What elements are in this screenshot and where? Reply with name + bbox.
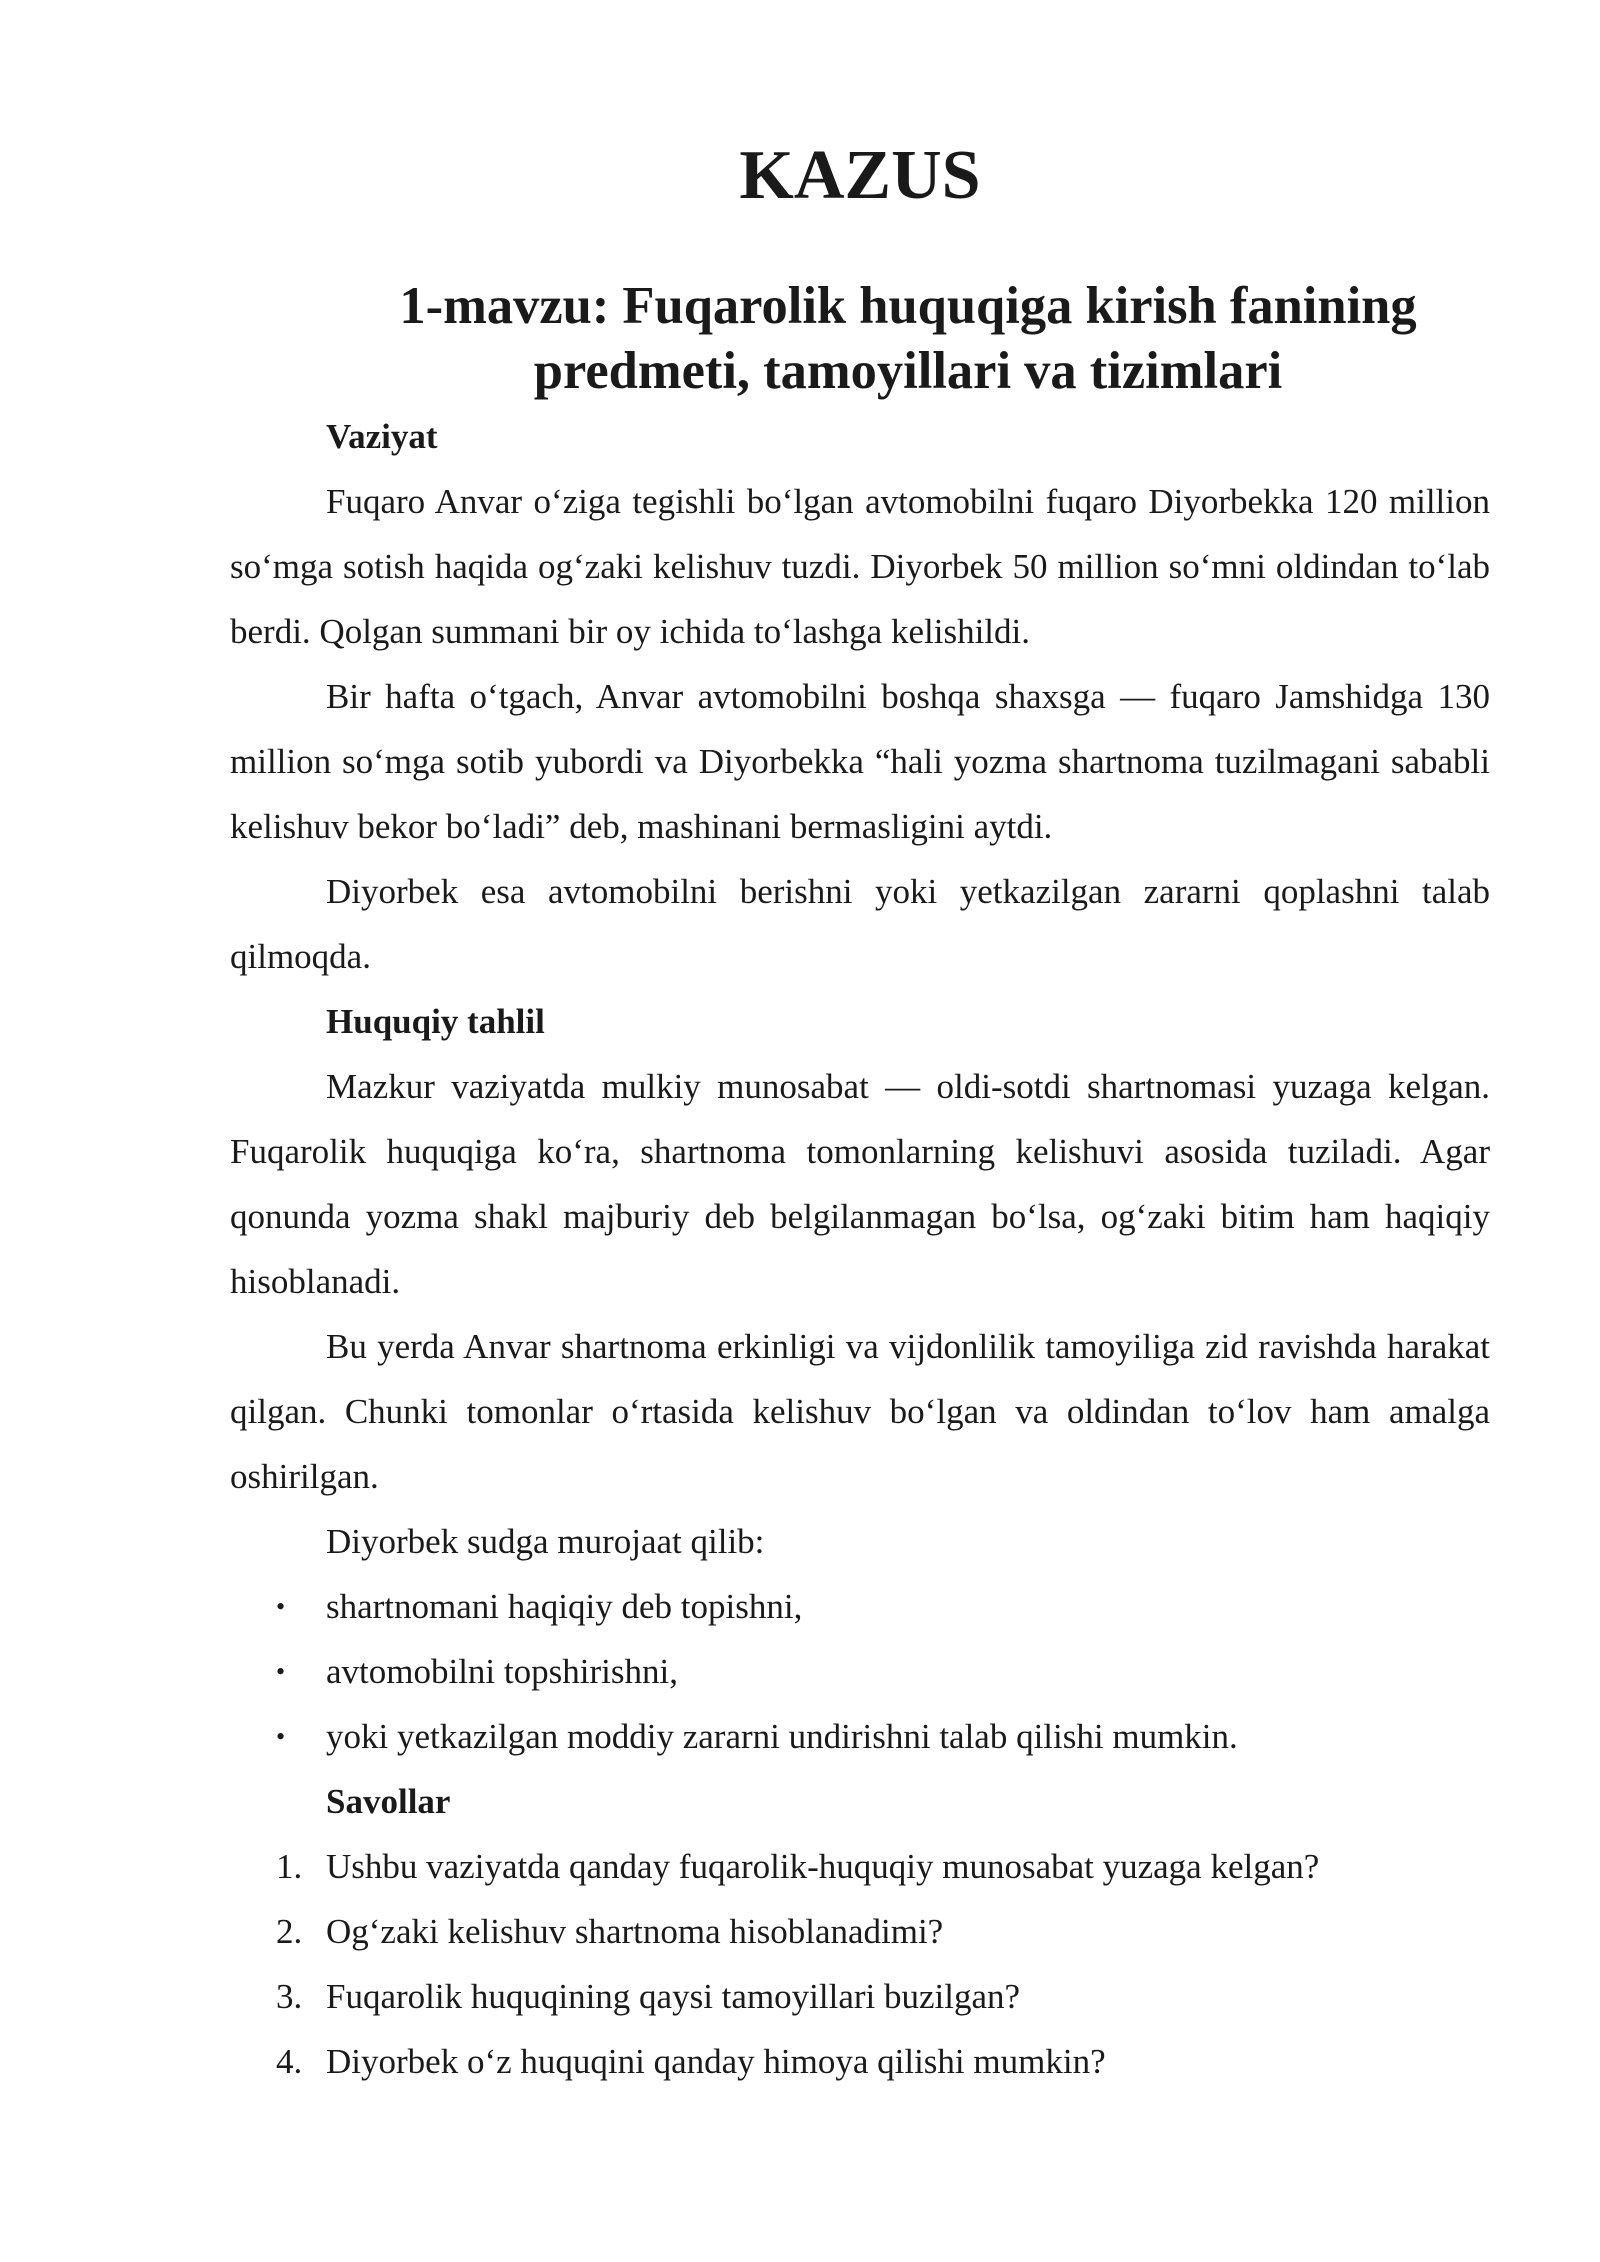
question-item: [230, 1964, 1490, 2029]
question-text: Og‘zaki kelishuv shartnoma hisoblanadimi?: [326, 1912, 944, 1951]
question-item: [230, 1834, 1490, 1899]
question-text: Fuqarolik huquqining qaysi tamoyillari buzilgan?: [326, 1977, 1021, 2016]
bullet-icon: •: [276, 1722, 286, 1751]
question-item: [230, 2029, 1490, 2094]
question-text: Ushbu vaziyatda qanday fuqarolik-huquqiy munosabat yuzaga kelgan?: [326, 1847, 1320, 1886]
question-text: Diyorbek o‘z huquqini qanday himoya qilishi mumkin?: [326, 2042, 1106, 2081]
situation-paragraph: Diyorbek esa avtomobilni berishni yoki yetkazilgan zararni qoplashni talab qilmoqda.: [230, 872, 1490, 976]
situation-heading: Vaziyat: [326, 417, 438, 456]
list-item: [230, 1704, 1490, 1769]
situation-paragraph: Fuqaro Anvar o‘ziga tegishli bo‘lgan avtomobilni fuqaro Diyorbekka 120 million so‘mga sotish haqida og‘zaki kelishuv tuzdi. Diyorbek 50 million so‘mni oldindan to‘lab berdi. Qolgan summani bir oy ichida to‘lashga kelishildi.: [230, 482, 1490, 651]
bullet-icon: •: [276, 1657, 286, 1686]
situation-paragraph: Bir hafta o‘tgach, Anvar avtomobilni boshqa shaxsga — fuqaro Jamshidga 130 million so‘mga sotib yubordi va Diyorbekka “hali yozma shartnoma tuzilmagani sababli kelishuv bekor bo‘ladi” deb, mashinani bermasligini aytdi.: [230, 677, 1490, 846]
list-item-text: yoki yetkazilgan moddiy zararni undirishni talab qilishi mumkin.: [326, 1717, 1238, 1756]
list-item: [230, 1574, 1490, 1639]
list-item-text: shartnomani haqiqiy deb topishni,: [326, 1587, 803, 1626]
analysis-heading: Huquqiy tahlil: [326, 1002, 545, 1041]
document-page: [230, 137, 1490, 2094]
list-item: [230, 1639, 1490, 1704]
question-item: [230, 1899, 1490, 1964]
document-title: KAZUS: [739, 137, 981, 214]
list-item-text: avtomobilni topshirishni,: [326, 1652, 678, 1691]
questions-heading: Savollar: [326, 1782, 451, 1821]
analysis-paragraph: Mazkur vaziyatda mulkiy munosabat — oldi-sotdi shartnomasi yuzaga kelgan. Fuqarolik huquqiga ko‘ra, shartnoma tomonlarning kelishuvi asosida tuziladi. Agar qonunda yozma shakl majburiy deb belgilanmagan bo‘lsa, og‘zaki bitim ham haqiqiy hisoblanadi.: [230, 1067, 1490, 1301]
topic-heading: 1-mavzu: Fuqarolik huquqiga kirish fanining predmeti, tamoyillari va tizimlari: [399, 277, 1417, 400]
bullet-icon: •: [276, 1592, 286, 1621]
question-number: 3.: [276, 1977, 303, 2016]
questions-list: [230, 1834, 1490, 2094]
analysis-paragraph: Bu yerda Anvar shartnoma erkinligi va vijdonlilik tamoyiliga zid ravishda harakat qilgan. Chunki tomonlar o‘rtasida kelishuv bo‘lgan va oldindan to‘lov ham amalga oshirilgan.: [230, 1327, 1490, 1496]
question-number: 1.: [276, 1847, 303, 1886]
question-number: 2.: [276, 1912, 303, 1951]
claim-lead: Diyorbek sudga murojaat qilib:: [326, 1522, 765, 1561]
question-number: 4.: [276, 2042, 303, 2081]
claim-list: [230, 1574, 1490, 1769]
